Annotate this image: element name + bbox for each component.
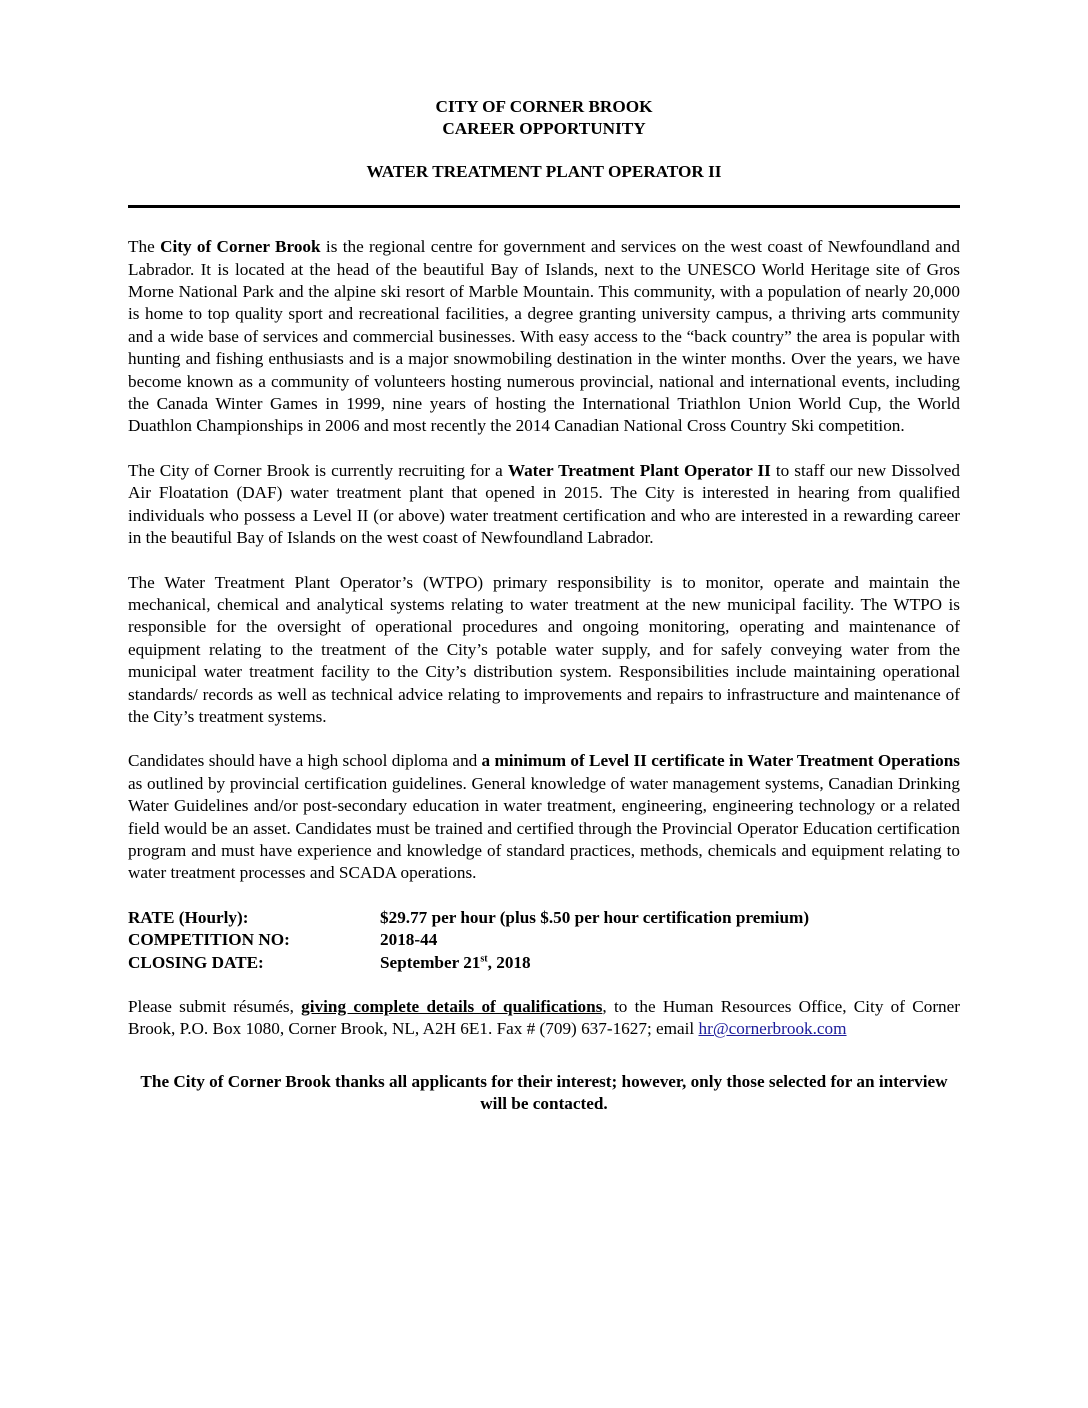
recruiting-text-rest: to staff our new Dissolved Air Floatation (DAF) water treatment plant that opened in 2015. The City is interested in hearing from qualified individuals who possess a Level II (or above) water treatment certification and who are interested in a rewarding career in the beautiful Bay of Islands on the west coast of Newfoundland Labrador.: [128, 460, 960, 548]
closing-date-year: , 2018: [487, 952, 531, 972]
responsibility-paragraph: The Water Treatment Plant Operator’s (WTPO) primary responsibility is to monitor, operate and maintain the mechanical, chemical and analytical systems relating to water treatment at the new municipal facility. The WTPO is responsible for the oversight of operational procedures and ongoing monitoring, operating and maintenance of equipment relating to the treatment of the City’s potable water supply, and for safely conveying water from the municipal water treatment facility to the City’s distribution system. Responsibilities include maintaining operational standards/ records as well as technical advice relating to improvements and repairs to infrastructure and maintenance of the City’s treatment systems.: [128, 572, 960, 726]
closing-date-month-day: September 21: [380, 952, 481, 972]
rate-row: [128, 907, 960, 929]
candidates-paragraph: [128, 750, 960, 884]
email-link[interactable]: hr@cornerbrook.com: [698, 1019, 847, 1039]
submit-emphasis: giving complete details of qualifications: [301, 996, 603, 1016]
candidates-text-rest: as outlined by provincial certification guidelines. General knowledge of water management systems, Canadian Drinking Water Guidelines and/or post-secondary education in water treatment, engineering, engineering technology or a related field would be an asset. Candidates must be trained and certified through the Provincial Operator Education certification program and must have experience and knowledge of standard practices, methods, chemicals and equipment relating to water treatment processes and SCADA operations.: [128, 773, 960, 883]
intro-text-rest: is the regional centre for government and services on the west coast of Newfoundland and Labrador. It is located at the head of the beautiful Bay of Islands, next to the UNESCO World Heritage site of Gros Morne National Park and the alpine ski resort of Marble Mountain. This community, with a population of nearly 20,000 is home to top quality sport and recreational facilities, a degree granting university campus, a thriving arts community and a wide base of services and commercial businesses. With easy access to the “back country” the area is popular with hunting and fishing enthusiasts and is a major snowmobiling destination in the winter months. Over the years, we have become known as a community of volunteers hosting numerous provincial, national and international events, including the Canada Winter Games in 1999, nine years of hosting the International Triathlon Union World Cup, the World Duathlon Championships in 2006 and most recently the 2014 Canadian National Cross Country Ski competition.: [128, 237, 960, 436]
closing-date-ordinal: st: [480, 952, 488, 964]
intro-paragraph: [128, 236, 960, 438]
recruiting-paragraph: [128, 460, 960, 550]
competition-value: 2018-44: [380, 930, 438, 950]
submit-text-rest: , to the Human Resources Office, City of Corner Brook, P.O. Box 1080, Corner Brook, NL, A2H 6E1. Fax # (709) 637-1627; email: [128, 996, 961, 1039]
intro-text-start: The: [128, 237, 161, 257]
closing-date-label: CLOSING DATE:: [128, 952, 264, 972]
submit-text-start: Please submit résumés,: [128, 996, 302, 1016]
competition-label: COMPETITION NO:: [128, 930, 290, 950]
competition-row: [128, 929, 960, 951]
submit-paragraph: [128, 996, 960, 1041]
candidates-requirement: a minimum of Level II certificate in Water Treatment Operations: [481, 751, 960, 771]
closing-statement: The City of Corner Brook thanks all applicants for their interest; however, only those selected for an interview will be contacted.: [140, 1071, 948, 1114]
org-title: CITY OF CORNER BROOK: [435, 97, 653, 116]
closing-date-value: [380, 952, 960, 974]
recruiting-position: Water Treatment Plant Operator II: [507, 460, 771, 480]
rate-value: $29.77 per hour (plus $.50 per hour certification premium): [380, 907, 810, 927]
header-divider: [128, 205, 960, 208]
job-posting-document: [128, 96, 960, 1116]
position-title: WATER TREATMENT PLANT OPERATOR II: [366, 161, 722, 181]
rate-label: RATE (Hourly):: [128, 907, 249, 927]
closing-date-row: [128, 952, 960, 974]
terms-block: [128, 907, 960, 974]
recruiting-text-start: The City of Corner Brook is currently recruiting for a: [128, 460, 508, 480]
intro-city-name: City of Corner Brook: [160, 237, 321, 257]
posting-subtitle: CAREER OPPORTUNITY: [442, 119, 646, 139]
candidates-text-start: Candidates should have a high school diploma and: [128, 751, 482, 771]
